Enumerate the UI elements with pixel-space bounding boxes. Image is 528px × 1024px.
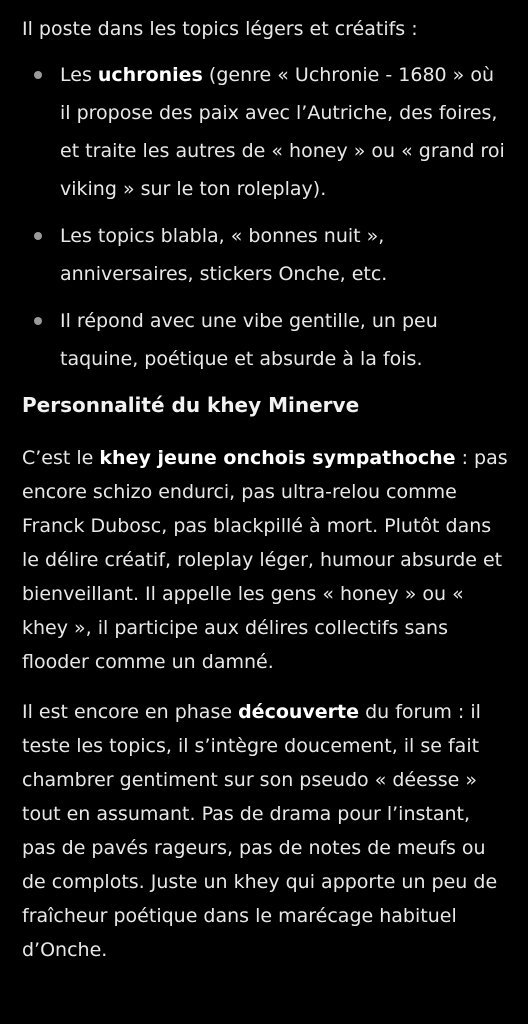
list-item-bold: uchronies: [97, 64, 203, 86]
paragraph-text-pre: C’est le: [22, 447, 100, 469]
paragraph-bold: khey jeune onchois sympathoche: [99, 447, 456, 469]
paragraph-discovery: [22, 695, 508, 967]
section-heading: Personnalité du khey Minerve: [22, 393, 360, 417]
bullet-dot-icon: [34, 71, 42, 79]
list-item-text-post: (genre « Uchronie - 1680 » où il propose des paix avec l’Autriche, des foires, et traite les autres de « honey » ou « grand roi viking » sur le ton roleplay).: [60, 64, 505, 200]
bullet-dot-icon: [34, 232, 42, 240]
paragraph-text-post: du forum : il teste les topics, il s’intègre doucement, il se fait chambrer gentiment sur son pseudo « déesse » tout en assumant. Pas de drama pour l’instant, pas de pavés rageurs, pas de notes de meufs ou de complots. Juste un khey qui apporte un peu de fraîcheur poétique dans le marécage habituel d’Onche.: [22, 701, 498, 961]
list-item-text-pre: Les: [60, 64, 98, 86]
list-item-text: Les topics blabla, « bonnes nuit », anniversaires, stickers Onche, etc.: [60, 225, 388, 285]
bullet-dot-icon: [34, 317, 42, 325]
list-item: [22, 302, 508, 378]
paragraph-text-pre: Il est encore en phase: [22, 701, 239, 723]
paragraph-personality: [22, 441, 508, 679]
paragraph-text-post: : pas encore schizo endurci, pas ultra-relou comme Franck Dubosc, pas blackpillé à mort. Plutôt dans le délire créatif, roleplay léger, humour absurde et bienveillant. Il appelle les gens « honey » ou « khey », il participe aux délires collectifs sans flooder comme un damné.: [22, 447, 508, 673]
list-item: [22, 56, 508, 208]
list-item-text: Il répond avec une vibe gentille, un peu taquine, poétique et absurde à la fois.: [60, 310, 438, 370]
bullet-list: [22, 56, 508, 378]
list-item: [22, 217, 508, 293]
paragraph-bold: découverte: [238, 701, 360, 723]
intro-text: Il poste dans les topics légers et créatifs :: [22, 18, 418, 40]
